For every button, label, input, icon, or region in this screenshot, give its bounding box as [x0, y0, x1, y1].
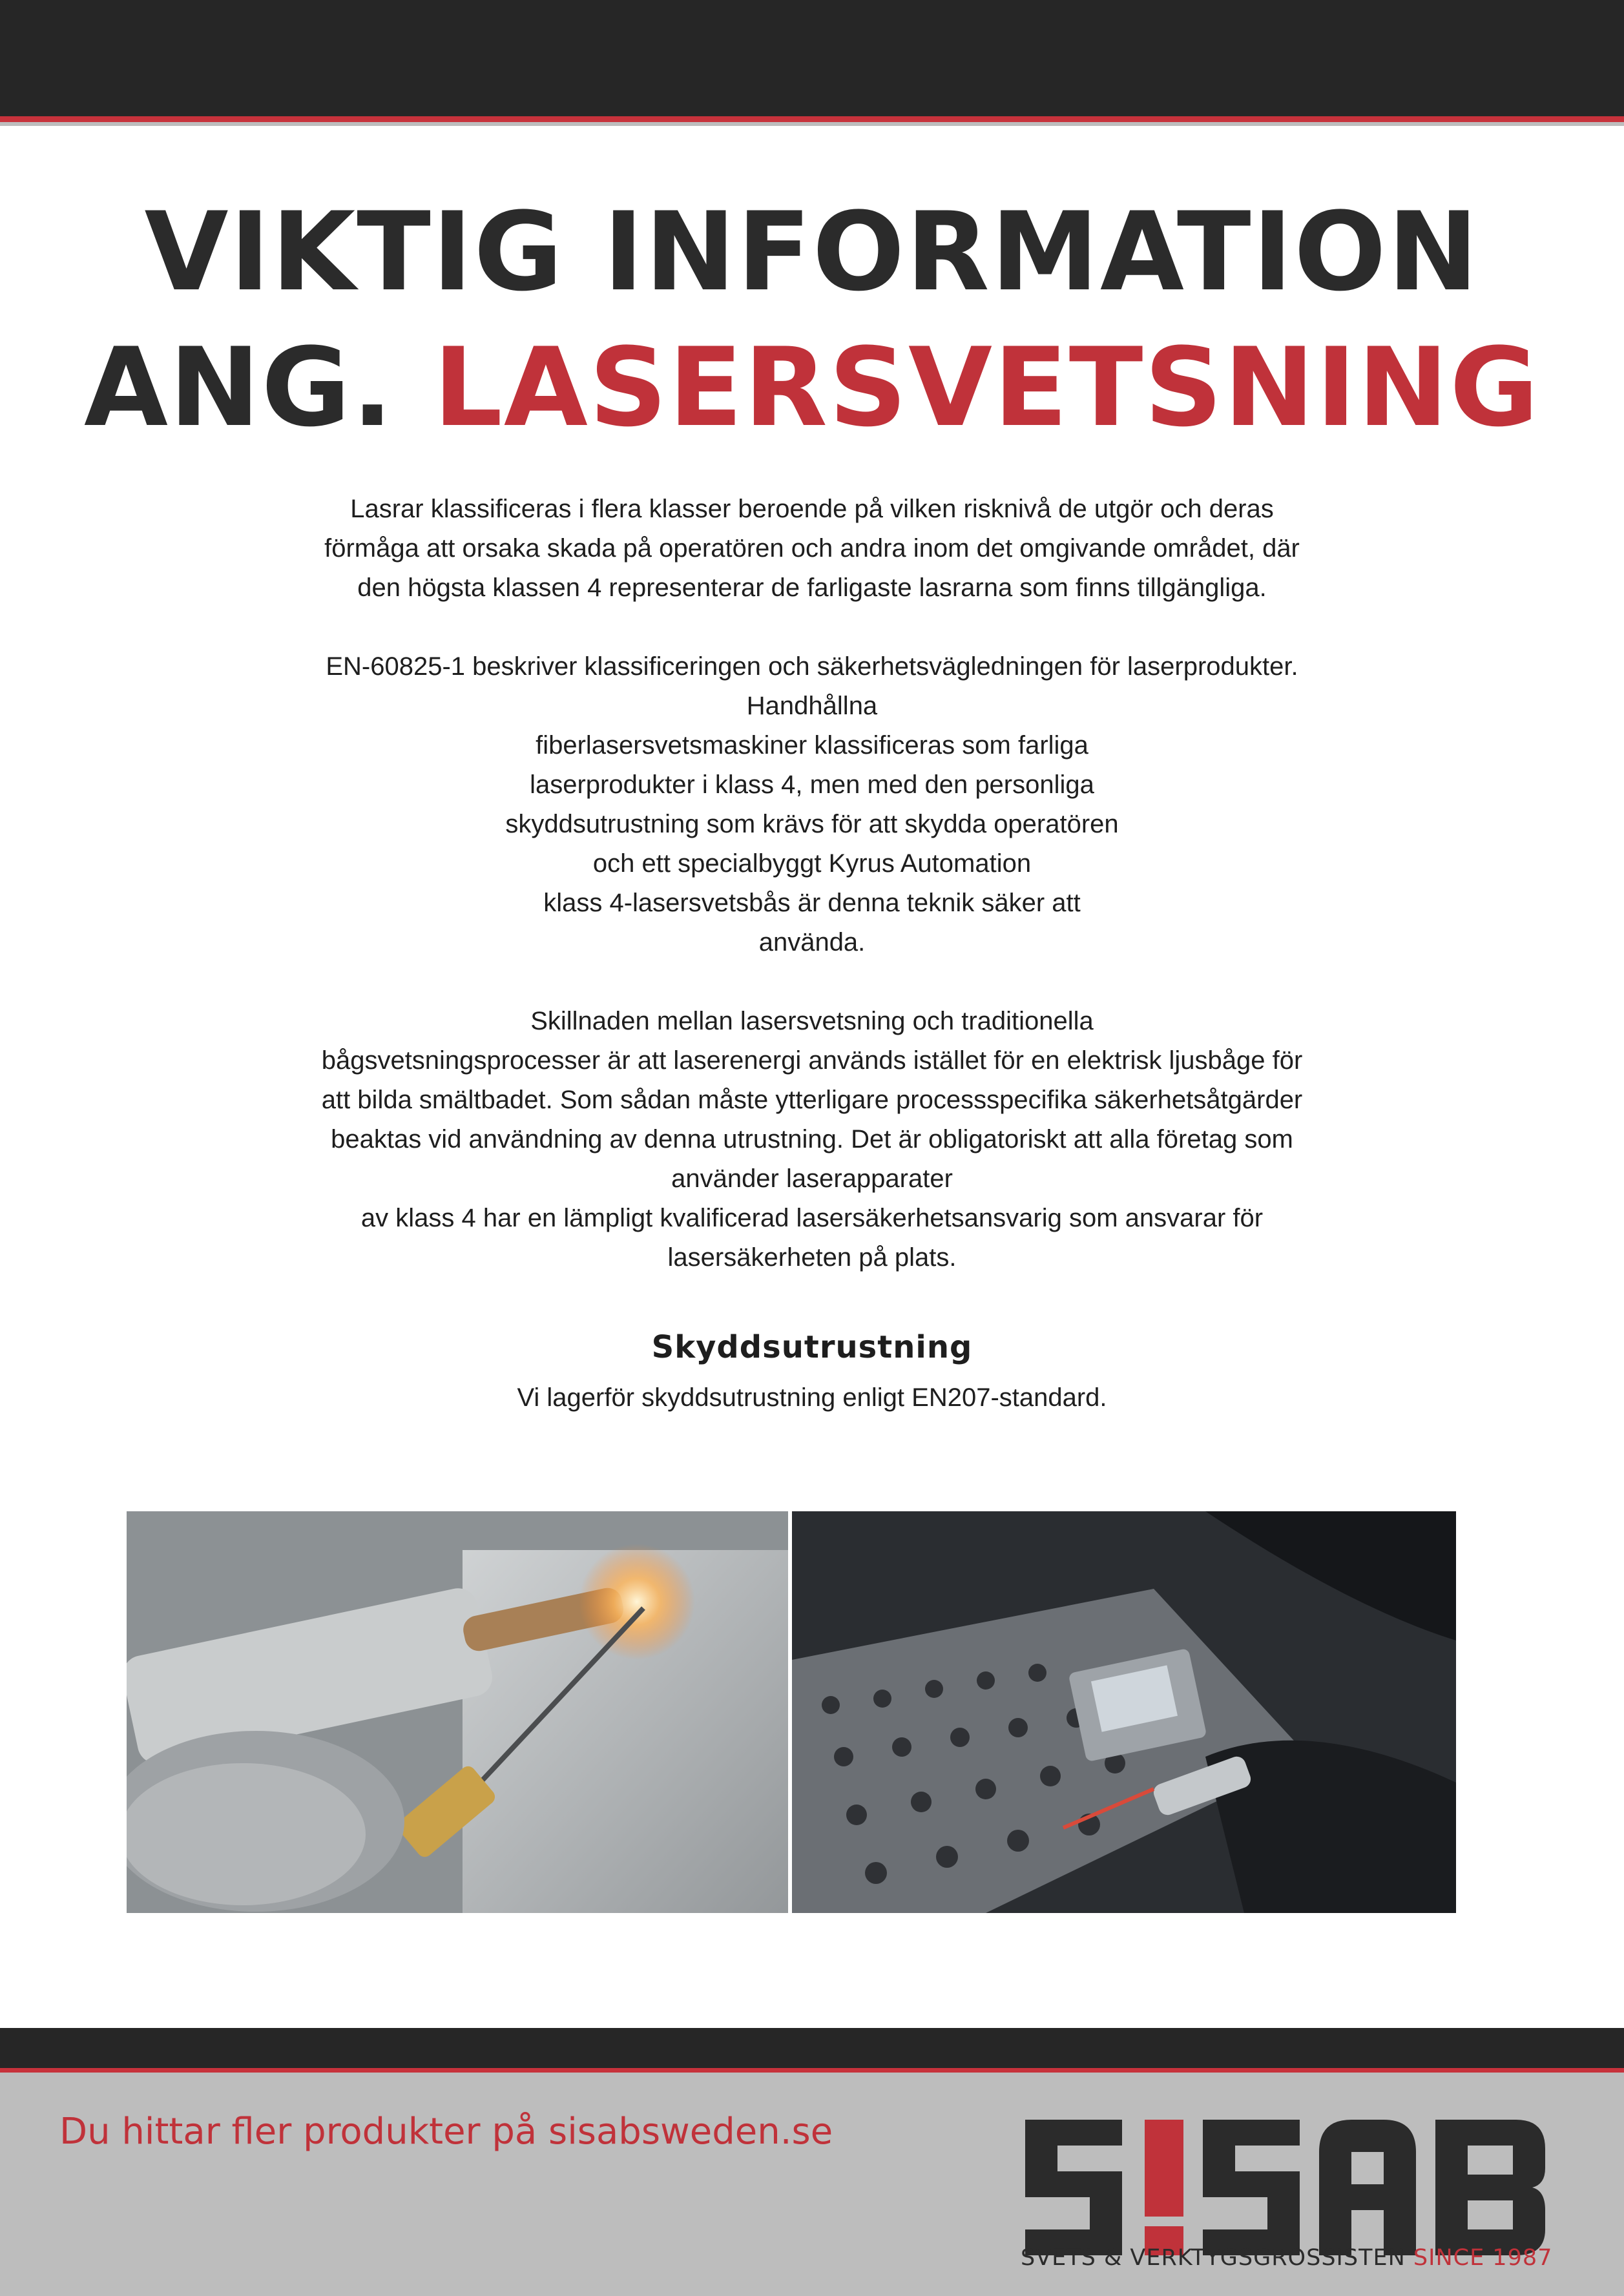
- text-line: använda.: [758, 928, 866, 957]
- footer-red-stripe: [0, 2068, 1624, 2073]
- text-line: beaktas vid användning av denna utrustning. Det är obligatoriskt att alla företag som: [331, 1125, 1293, 1153]
- paragraph-classification: [166, 490, 1458, 608]
- photo-handheld-laser-welding: [127, 1511, 788, 1913]
- text-line: Skillnaden mellan lasersvetsning och traditionella: [530, 1007, 1094, 1035]
- photo-strip: [127, 1511, 1456, 1913]
- section-title: Skyddsutrustning: [651, 1329, 973, 1365]
- headline-line-2: [0, 320, 1624, 455]
- text-line: av klass 4 har en lämpligt kvalificerad lasersäkerhetsansvarig som ansvarar för: [360, 1204, 1264, 1232]
- text-line: Lasrar klassificeras i flera klasser beroende på vilken risknivå de utgör och deras: [350, 495, 1274, 523]
- text-line: använder laserapparater: [671, 1164, 953, 1193]
- top-grey-stripe: [0, 122, 1624, 126]
- page-headline: [0, 184, 1624, 455]
- headline-accent: LASERSVETSNING: [433, 324, 1540, 451]
- sisab-logo: [1019, 2107, 1556, 2268]
- headline-prefix: ANG.: [83, 324, 395, 451]
- text-line: klass 4-lasersvetsbås är denna teknik säker att: [543, 889, 1081, 917]
- footer-dark-stripe: [0, 2028, 1624, 2068]
- paragraph-standard: [166, 647, 1458, 962]
- top-band: [0, 0, 1624, 116]
- text-line: EN-60825-1 beskriver klassificeringen och säkerhetsvägledningen för laserprodukter.: [326, 652, 1298, 681]
- text-line: och ett specialbyggt Kyrus Automation: [592, 849, 1032, 878]
- text-line: bågsvetsningsprocesser är att laserenergi används istället för en elektrisk ljusbåge för: [321, 1046, 1303, 1075]
- text-line: Handhållna: [746, 692, 878, 720]
- tagline-since: SINCE 1987: [1413, 2245, 1553, 2271]
- photo-laser-welding-booth: [792, 1511, 1456, 1913]
- welding-photo-illustration: [127, 1511, 788, 1913]
- logo-tagline: [1021, 2245, 1558, 2271]
- body-text: [166, 490, 1458, 1317]
- text-line: att bilda smältbadet. Som sådan måste ytterligare processspecifika säkerhetsåtgärder: [321, 1086, 1303, 1114]
- paragraph-difference: [166, 1002, 1458, 1277]
- footer-cta-link[interactable]: Du hittar fler produkter på sisabsweden.se: [59, 2111, 833, 2153]
- text-line: fiberlasersvetsmaskiner klassificeras som farliga: [536, 731, 1088, 760]
- text-line: förmåga att orsaka skada på operatören och andra inom det omgivande området, där: [324, 534, 1300, 563]
- text-line: skyddsutrustning som krävs för att skydda operatören: [505, 810, 1119, 838]
- booth-photo-illustration: [792, 1511, 1456, 1913]
- section-text: Vi lagerför skyddsutrustning enligt EN207-standard.: [517, 1383, 1107, 1412]
- top-red-stripe: [0, 116, 1624, 122]
- text-line: den högsta klassen 4 representerar de farligaste lasrarna som finns tillgängliga.: [357, 574, 1267, 602]
- headline-line-1: VIKTIG INFORMATION: [144, 189, 1480, 315]
- text-line: lasersäkerheten på plats.: [667, 1243, 957, 1272]
- tagline-main: SVETS & VERKTYGSGROSSISTEN: [1021, 2245, 1406, 2271]
- text-line: laserprodukter i klass 4, men med den personliga: [530, 771, 1094, 799]
